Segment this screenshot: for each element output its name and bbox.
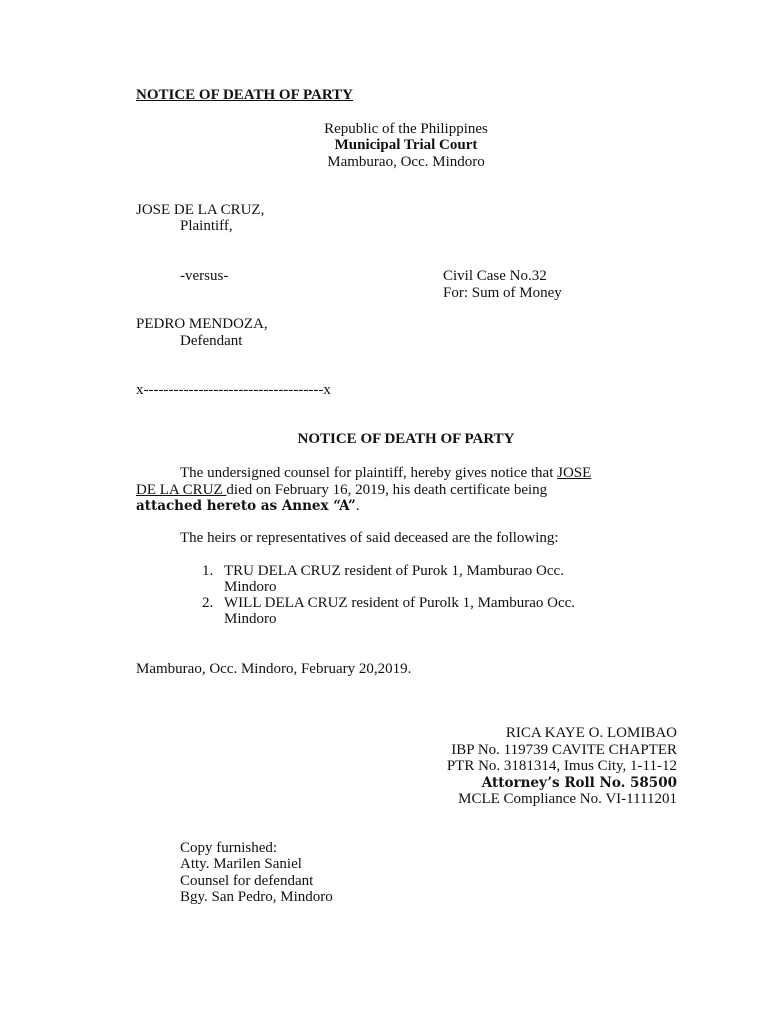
heir-2-line-1: WILL DELA CRUZ resident of Purolk 1, Mamburao Occ. xyxy=(224,595,576,611)
counsel-ptr: PTR No. 3181314, Imus City, 1-11-12 xyxy=(446,758,677,774)
date-line: Mamburao, Occ. Mindoro, February 20,2019. xyxy=(136,661,412,677)
deceased-name-part-1: JOSE xyxy=(557,465,592,481)
case-number: Civil Case No.32 xyxy=(443,268,547,284)
heir-1-line-1: TRU DELA CRUZ resident of Purok 1, Mamburao Occ. xyxy=(224,563,564,579)
heir-1-line-2: Mindoro xyxy=(224,579,277,595)
republic-line: Republic of the Philippines xyxy=(324,121,488,137)
versus-label: -versus- xyxy=(180,268,229,284)
plaintiff-name: JOSE DE LA CRUZ, xyxy=(136,202,265,218)
paragraph-1-line-3 xyxy=(136,498,360,515)
heir-2-number: 2. xyxy=(202,595,214,611)
counsel-roll: Attorney’s Roll No. 58500 xyxy=(481,775,677,791)
paragraph-2: The heirs or representatives of said deceased are the following: xyxy=(180,530,559,546)
copy-furnished-label: Copy furnished: xyxy=(180,840,278,856)
heir-1-number: 1. xyxy=(202,563,214,579)
defendant-name: PEDRO MENDOZA, xyxy=(136,316,268,332)
defendant-role: Defendant xyxy=(180,333,243,349)
plaintiff-role: Plaintiff, xyxy=(180,218,233,234)
counsel-mcle: MCLE Compliance No. VI-1111201 xyxy=(458,791,677,807)
caption-separator: x------------------------------------x xyxy=(136,382,331,398)
copy-recipient-role: Counsel for defendant xyxy=(180,873,314,889)
copy-recipient-address: Bgy. San Pedro, Mindoro xyxy=(180,889,333,905)
annex-reference: attached hereto as Annex “A” xyxy=(136,498,356,514)
case-nature: For: Sum of Money xyxy=(443,285,562,301)
top-title: NOTICE OF DEATH OF PARTY xyxy=(136,87,353,103)
paragraph-1-line-1 xyxy=(180,465,591,482)
deceased-name-part-2: DE LA CRUZ xyxy=(136,482,227,498)
heir-2-line-2: Mindoro xyxy=(224,611,277,627)
body-title: NOTICE OF DEATH OF PARTY xyxy=(297,431,515,447)
paragraph-1-line-2 xyxy=(136,482,547,499)
paragraph-1-text-b: died on February 16, 2019, his death certificate being xyxy=(226,482,548,498)
counsel-ibp: IBP No. 119739 CAVITE CHAPTER xyxy=(451,742,677,758)
annex-period: . xyxy=(355,498,360,514)
paragraph-1-text-a: The undersigned counsel for plaintiff, hereby gives notice that xyxy=(180,465,554,481)
court-location: Mamburao, Occ. Mindoro xyxy=(327,154,485,170)
counsel-name: RICA KAYE O. LOMIBAO xyxy=(505,725,677,741)
copy-recipient-name: Atty. Marilen Saniel xyxy=(180,856,302,872)
court-name: Municipal Trial Court xyxy=(334,137,478,153)
